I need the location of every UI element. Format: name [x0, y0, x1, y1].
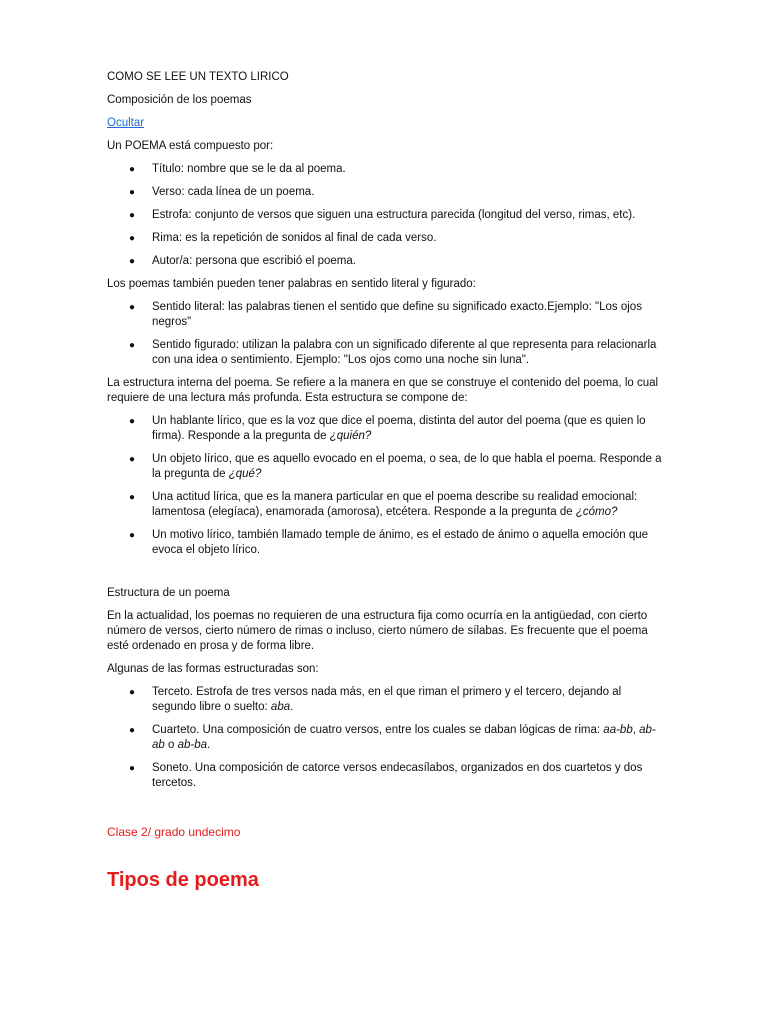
list-item: ● Terceto. Estrofa de tres versos nada más, en el que riman el primero y el tercero, dejando al segundo libre o suelto: aba. — [129, 686, 622, 713]
bullet-icon: ● — [129, 454, 136, 465]
bullet-icon: ● — [129, 687, 136, 698]
bullet-icon: ● — [129, 492, 136, 503]
document-page — [107, 70, 667, 892]
bullet-icon: ● — [129, 210, 136, 221]
list-item: ● Un objeto lírico, que es aquello evocado en el poema, o sea, de lo que habla el poema. Responde a la pregunta de ¿qué? — [129, 453, 662, 480]
list-item: ● Estrofa: conjunto de versos que siguen una estructura parecida (longitud del verso, rimas, etc). — [129, 209, 636, 221]
hide-link[interactable]: Ocultar — [107, 117, 145, 129]
list-item: ● Un hablante lírico, que es la voz que dice el poema, distinta del autor del poema (que es quien lo firma). Responde a la pregunta de ¿quién? — [129, 415, 646, 442]
internal-structure-text: La estructura interna del poema. Se refiere a la manera en que se construye el contenido del poema, lo cual requiere de una lectura más profunda. Esta estructura se compone de: — [107, 377, 659, 404]
types-title: Tipos de poema — [107, 869, 259, 891]
list-item: ● Título: nombre que se le da al poema. — [129, 163, 346, 175]
bullet-icon: ● — [129, 233, 136, 244]
bullet-icon: ● — [129, 164, 136, 175]
list-item: ● Una actitud lírica, que es la manera particular en que el poema describe su realidad emocional: lamentosa (elegíaca), enamorada (amorosa), etcétera. Responde a la pregunta de ¿cómo? — [129, 491, 638, 518]
list-item: ● Un motivo lírico, también llamado temple de ánimo, es el estado de ánimo o aquella emoción que evoca el objeto lírico. — [129, 529, 649, 556]
bullet-icon: ● — [129, 256, 136, 267]
intro-text: Un POEMA está compuesto por: — [107, 140, 274, 152]
structure-heading: Estructura de un poema — [107, 587, 230, 599]
bullet-icon: ● — [129, 416, 136, 427]
class-label: Clase 2/ grado undecimo — [107, 825, 241, 839]
list-item: ● Verso: cada línea de un poema. — [129, 186, 315, 198]
document-heading: COMO SE LEE UN TEXTO LIRICO — [107, 71, 289, 83]
section-subheading: Composición de los poemas — [107, 94, 252, 106]
bullet-icon: ● — [129, 530, 136, 541]
components-list — [107, 162, 667, 269]
bullet-icon: ● — [129, 302, 136, 313]
list-item: ● Soneto. Una composición de catorce versos endecasílabos, organizados en dos cuartetos y dos tercetos. — [129, 762, 643, 789]
list-item: ● Cuarteto. Una composición de cuatro versos, entre los cuales se daban lógicas de rima: aa-bb, ab-ab o ab-ba. — [129, 724, 656, 751]
list-item: ● Sentido figurado: utilizan la palabra con un significado diferente al que representa para relacionarla con una idea o sentimiento. Ejemplo: "Los ojos como una noche sin luna". — [129, 339, 657, 366]
structure-paragraph: En la actualidad, los poemas no requieren de una estructura fija como ocurría en la antigüedad, con cierto número de versos, cierto número de rimas o incluso, cierto número de sílabas. Es frecuente que el poema esté ordenado en prosa y de forma libre. — [107, 610, 648, 652]
list-item: ● Sentido literal: las palabras tienen el sentido que define su significado exacto.Ejemplo: "Los ojos negros" — [129, 301, 642, 328]
bullet-icon: ● — [129, 187, 136, 198]
list-item: ● Autor/a: persona que escribió el poema. — [129, 255, 356, 267]
forms-list — [107, 685, 667, 791]
senses-intro: Los poemas también pueden tener palabras en sentido literal y figurado: — [107, 278, 476, 290]
forms-intro: Algunas de las formas estructuradas son: — [107, 663, 319, 675]
list-item: ● Rima: es la repetición de sonidos al final de cada verso. — [129, 232, 437, 244]
bullet-icon: ● — [129, 340, 136, 351]
senses-list — [107, 300, 667, 368]
bullet-icon: ● — [129, 725, 136, 736]
bullet-icon: ● — [129, 763, 136, 774]
internal-structure-list — [107, 414, 667, 558]
